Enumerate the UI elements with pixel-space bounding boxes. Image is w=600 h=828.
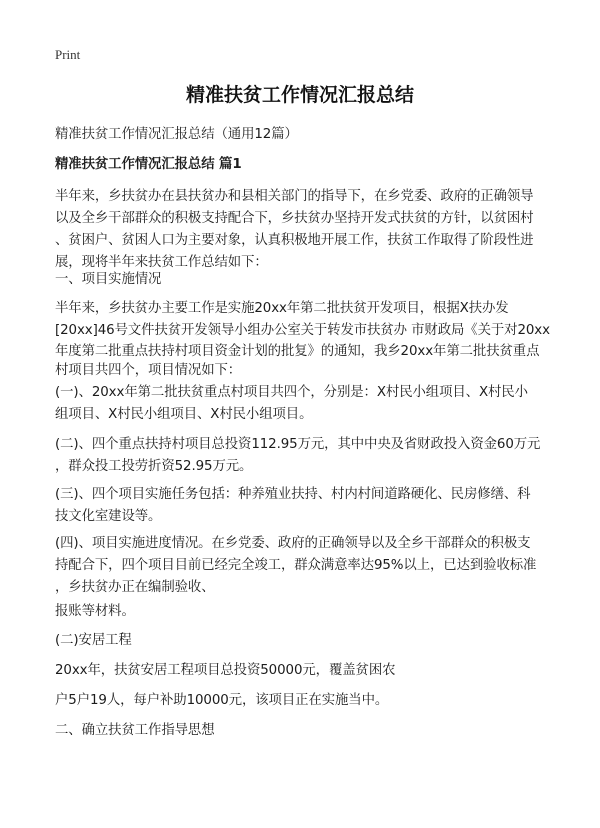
project-line: 年度第二批重点扶持村项目资金计划的批复》的通知，我乡20xx年第二批扶贫重点 [55, 344, 540, 359]
print-label: Print [55, 47, 81, 62]
item4-continuation: 报账等材料。 [55, 604, 135, 619]
item1-line: 组项目、X村民小组项目、X村民小组项目。 [55, 407, 313, 422]
project-line: 半年来，乡扶贫办主要工作是实施20xx年第二批扶贫开发项目，根据X扶办发 [55, 301, 509, 316]
item4-line: 持配合下，四个项目目前已经完全竣工，群众满意率达95%以上，已达到验收标准 [55, 558, 537, 573]
item1-line: (一)、20xx年第二批扶贫重点村项目共四个，分别是：X村民小组项目、X村民小 [55, 385, 528, 400]
heading-project-status: 一、项目实施情况 [55, 272, 162, 287]
document-title: 精准扶贫工作情况汇报总结 [185, 84, 414, 106]
housing-line: 20xx年，扶贫安居工程项目总投资50000元，覆盖贫困农 [55, 663, 396, 678]
item3-line: 技文化室建设等。 [55, 509, 162, 524]
intro-line: 展，现将半年来扶贫工作总结如下： [55, 255, 268, 270]
intro-line: 、贫困户、贫困人口为主要对象，认真积极地开展工作，扶贫工作取得了阶段性进 [55, 233, 534, 248]
intro-line: 半年来，乡扶贫办在县扶贫办和县相关部门的指导下，在乡党委、政府的正确领导 [55, 189, 534, 204]
project-line: 村项目共四个，项目情况如下： [55, 363, 242, 378]
item2-line: ，群众投工投劳折资52.95万元。 [55, 459, 253, 474]
document-subtitle: 精准扶贫工作情况汇报总结（通用12篇） [55, 127, 298, 142]
project-line: [20xx]46号文件扶贫开发领导小组办公室关于转发市扶贫办 市财政局《关于对20xx [55, 323, 550, 338]
section-heading: 精准扶贫工作情况汇报总结 篇1 [55, 157, 242, 172]
item4-line: (四)、项目实施进度情况。在乡党委、政府的正确领导以及全乡干部群众的积极支 [55, 536, 531, 551]
item2-line: (二)、四个重点扶持村项目总投资112.95万元，其中中央及省财政投入资金60万元 [55, 437, 541, 452]
item3-line: (三)、四个项目实施任务包括：种养殖业扶持、村内村间道路硬化、民房修缮、科 [55, 487, 531, 502]
item4-line: ，乡扶贫办正在编制验收、 [55, 580, 215, 595]
intro-line: 以及全乡干部群众的积极支持配合下，乡扶贫办坚持开发式扶贫的方针，以贫困村 [55, 211, 534, 226]
heading-guiding-principle: 二、确立扶贫工作指导思想 [55, 723, 215, 738]
housing-heading: (二)安居工程 [55, 633, 132, 648]
housing-line: 户5户19人，每户补助10000元，该项目正在实施当中。 [55, 693, 389, 708]
